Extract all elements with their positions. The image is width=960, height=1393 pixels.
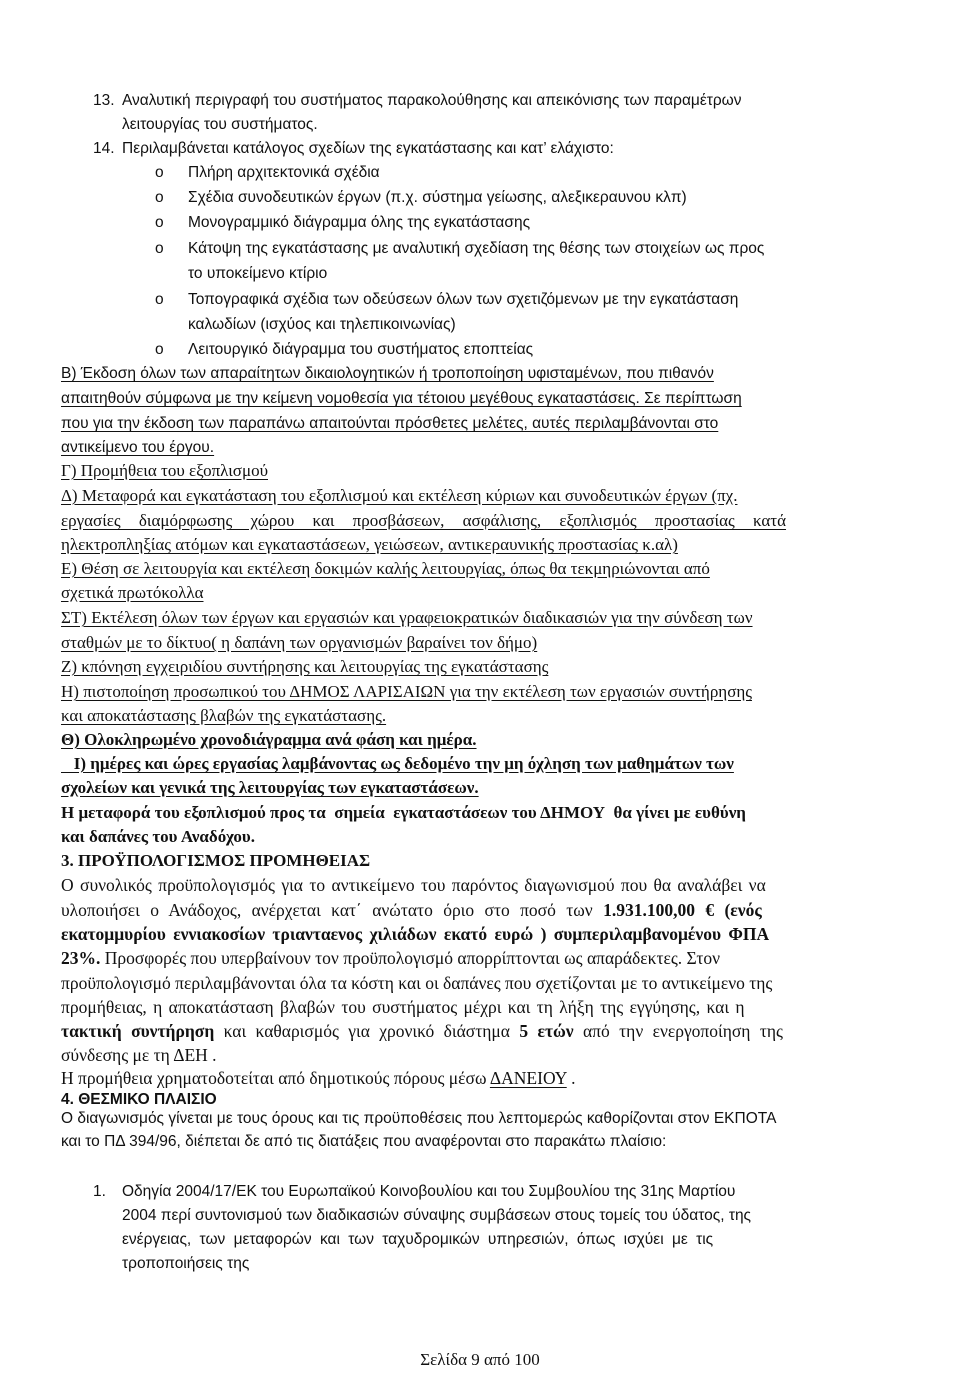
bullet-marker: o [155, 341, 164, 358]
bullet-item-1: Πλήρη αρχιτεκτονικά σχέδια [188, 164, 380, 181]
list-number-14: 14. [93, 140, 115, 157]
list-item-13-line-1: Αναλυτική περιγραφή του συστήματος παρακολούθησης και απεικόνισης των παραμέτρων [122, 92, 742, 109]
section-h-line-1: Η) πιστοποίηση προσωπικού του ΔΗΜΟΣ ΛΑΡΙΣΑΙΩΝ για την εκτέλεση των εργασιών συντήρησης [61, 682, 752, 701]
section-b-line-3: που για την έκδοση των παραπάνω απαιτούνται πρόσθετες μελέτες, αυτές περιλαμβάνονται στο [61, 415, 719, 432]
budget-p1-line-2 [61, 898, 762, 922]
budget-p1-line-5: προϋπολογισμό περιλαμβάνονται όλα τα κόστη και οι δαπάνες που σχετίζονται με το αντικείμενο της [61, 973, 773, 993]
section-i-line-2: σχολείων και γενικά της λειτουργίας των εγκαταστάσεων. [61, 778, 479, 797]
budget-p1-line-1: Ο συνολικός προϋπολογισμός για το αντικείμενο του παρόντος διαγωνισμού που θα αναλάβει να [61, 875, 766, 895]
budget-amount: 1.931.100,00 € (ενός [603, 900, 762, 920]
budget-maintenance: τακτική συντήρηση [61, 1021, 215, 1041]
budget-years: 5 ετών [519, 1021, 574, 1041]
budget-p1-line-4 [61, 946, 720, 970]
budget-p1-line-3: εκατομμυρίου εννιακοσίων τριανταενος χιλιάδων εκατό ευρώ ) συμπεριλαμβανομένου ΦΠΑ [61, 924, 770, 944]
budget-p2 [61, 1066, 575, 1090]
budget-p1-line-4-text: Προσφορές που υπερβαίνουν τον προϋπολογισμό απορρίπτονται ως απαράδεκτες. Στον [104, 948, 721, 968]
transport-line-2: και δαπάνες του Αναδόχου. [61, 827, 255, 846]
section-z-line-1: Ζ) κπόνηση εγχειριδίου συντήρησης και λειτουργίας της εγκατάστασης [61, 657, 549, 676]
section-d-line-3: ηλεκτροπληξίας ατόμων και εγκαταστάσεων, γειώσεων, αντικεραυνικής προστασίας κ.αλ) [61, 535, 678, 554]
budget-p2-loan: ΔΑΝΕΙΟΥ [489, 1068, 567, 1088]
list-item-14-line-1: Περιλαμβάνεται κατάλογος σχεδίων της εγκατάστασης και κατ’ ελάχιστο: [122, 140, 614, 157]
section-b-line-4: αντικείμενο του έργου. [61, 439, 215, 456]
budget-p1-line-8: σύνδεσης με τη ΔΕΗ . [61, 1045, 217, 1065]
section-h-line-2: και αποκατάστασης βλαβών της εγκατάστασης. [61, 706, 387, 725]
budget-p1-line-7 [61, 1019, 783, 1043]
section-g-line-1: Γ) Προμήθεια του εξοπλισμού [61, 461, 268, 480]
framework-p1-line-1: Ο διαγωνισμός γίνεται με τους όρους και τις προϋποθέσεις που λεπτομερώς καθορίζονται στον ΕΚΠΟΤΑ [61, 1110, 777, 1127]
section-b-line-2: απαιτηθούν σύμφωνα με την κείμενη νομοθεσία για τέτοιου μεγέθους εγκαταστάσεις. Σε περίπτωση [61, 390, 742, 407]
bullet-item-5-line-1 [188, 288, 900, 312]
budget-p1-line-2-text: υλοποιήσει ο Ανάδοχος, ανέρχεται κατ΄ ανώτατο όριο στο ποσό των [61, 900, 593, 920]
framework-item-1-number: 1. [93, 1183, 106, 1200]
section-i-line-1: Ι) ημέρες και ώρες εργασίας λαμβάνοντας ως δεδομένο την μη όχληση των μαθημάτων των [61, 754, 734, 773]
budget-p2-text: Η προμήθεια χρηματοδοτείται από δημοτικούς πόρους μέσω [61, 1068, 487, 1088]
transport-line-1: Η μεταφορά του εξοπλισμού προς τα σημεία εγκαταστάσεων του ΔΗΜΟΥ θα γίνει με ευθύνη [61, 803, 746, 822]
section-e-line-1: Ε) Θέση σε λειτουργία και εκτέλεση δοκιμών καλής λειτουργίας, όπως θα τεκμηριώνονται από [61, 559, 710, 578]
framework-heading: 4. ΘΕΣΜΙΚΟ ΠΛΑΙΣΙΟ [61, 1091, 217, 1108]
list-number-13: 13. [93, 92, 115, 109]
bullet-item-6: Λειτουργικό διάγραμμα του συστήματος εποπτείας [188, 341, 534, 358]
framework-item-1-line-2: 2004 περί συντονισμού των διαδικασιών σύναψης συμβάσεων στους τομείς του ύδατος, της [122, 1207, 752, 1224]
bullet-marker: o [155, 164, 164, 181]
budget-vat: 23%. [61, 948, 101, 968]
section-st-line-2: σταθμών με το δίκτυο( η δαπάνη των οργανισμών βαραίνει τον δήμο) [61, 633, 538, 652]
list-item-13-line-2: λειτουργίας του συστήματος. [122, 116, 318, 133]
bullet-item-2: Σχέδια συνοδευτικών έργων (π.χ. σύστημα γείωσης, αλεξικεραυνου κλπ) [188, 189, 687, 206]
bullet-item-4-line-2: το υποκείμενο κτίριο [188, 265, 328, 282]
bullet-item-4-line-1: Κάτοψη της εγκατάστασης με αναλυτική σχεδίαση της θέσης των στοιχείων ως προς [188, 240, 765, 257]
bullet-marker: o [155, 189, 164, 206]
section-b-line-1: Β) Έκδοση όλων των απαραίτητων δικαιολογητικών ή τροποποίηση υφισταμένων, που πιθανόν [61, 365, 714, 382]
framework-item-1-line-1: Οδηγία 2004/17/ΕΚ του Ευρωπαϊκού Κοινοβουλίου και του Συμβουλίου της 31ης Μαρτίου [122, 1183, 736, 1200]
budget-p1-line-6: προμήθειας, η αποκατάσταση βλαβών του συστήματος μέχρι και τη λήξη της εγγύησης, και η [61, 997, 745, 1017]
framework-item-1-line-4: τροποποιήσεις της [122, 1255, 250, 1272]
bullet-item-5-text: Τοπογραφικά σχέδια των οδεύσεων όλων των σχετιζόμενων με την εγκατάσταση [188, 291, 739, 308]
framework-p1-line-2: και το ΠΔ 394/96, διέπεται δε από τις διατάξεις που αναφέρονται στο παρακάτω πλαίσιο: [61, 1133, 667, 1150]
budget-p1-line-7-end: από την ενεργοποίηση της [583, 1021, 783, 1041]
section-d-line-2: εργασίες διαμόρφωσης χώρου και προσβάσεων, ασφάλισης, εξοπλισμός προστασίας κατά [61, 511, 787, 530]
bullet-marker: o [155, 214, 164, 231]
bullet-marker: o [155, 240, 164, 257]
section-th-line-1: Θ) Ολοκληρωμένο χρονοδιάγραμμα ανά φάση και ημέρα. [61, 730, 477, 749]
framework-item-1-line-3: ενέργειας, των μεταφορών και των ταχυδρομικών υπηρεσιών, όπως ισχύει με τις [122, 1231, 714, 1248]
bullet-item-5-line-2: καλωδίων (ισχύος και τηλεπικοινωνίας) [188, 316, 456, 333]
section-e-line-2: σχετικά πρωτόκολλα [61, 583, 204, 602]
budget-heading: 3. ΠΡΟΫΠΟΛΟΓΙΣΜΟΣ ΠΡΟΜΗΘΕΙΑΣ [61, 851, 371, 870]
section-st-line-1: ΣΤ) Εκτέλεση όλων των έργων και εργασιών και γραφειοκρατικών διαδικασιών για την σύνδεση των [61, 608, 753, 627]
budget-p1-line-7-mid: και καθαρισμός για χρονικό διάστημα [223, 1021, 510, 1041]
budget-p2-end: . [566, 1068, 576, 1088]
bullet-marker: o [155, 291, 164, 308]
section-d-line-1: Δ) Μεταφορά και εγκατάσταση του εξοπλισμού και εκτέλεση κύριων και συνοδευτικών έργων (πχ. [61, 486, 738, 505]
bullet-item-3: Μονογραμμικό διάγραμμα όλης της εγκατάστασης [188, 214, 531, 231]
page-footer: Σελίδα 9 από 100 [420, 1350, 540, 1369]
